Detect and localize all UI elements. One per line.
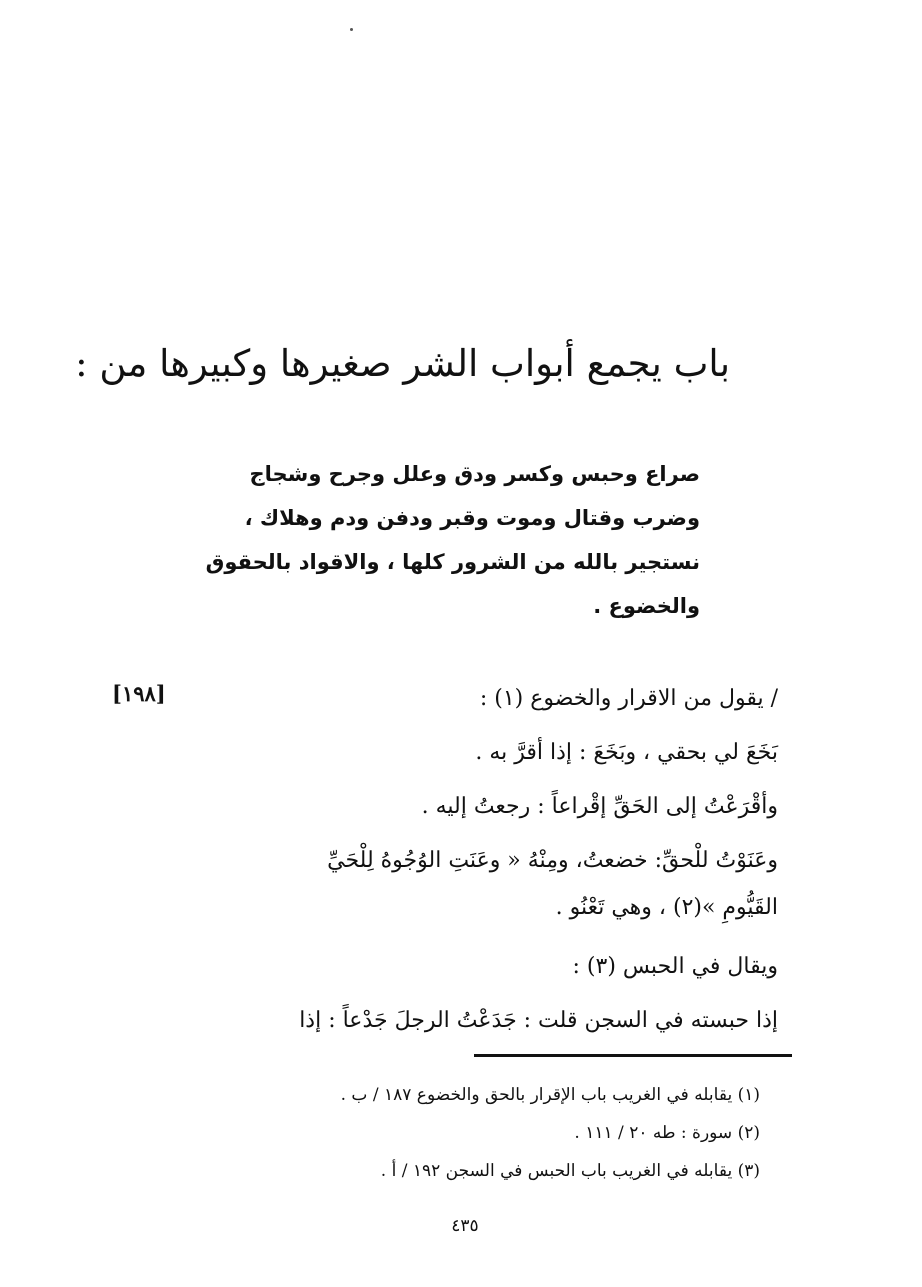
footnote-divider	[474, 1054, 792, 1057]
footnote: (٣) يقابله في الغريب باب الحبس في السجن ١٩٢ / أ .	[380, 1161, 760, 1181]
chapter-summary	[205, 452, 700, 628]
summary-line: وضرب وقتال وموت وقبر ودفن ودم وهلاك ،	[244, 506, 700, 530]
summary-line: صراع وحبس وكسر ودق وعلل وجرح وشجاج	[249, 462, 700, 486]
body-line: القَيُّومِ »(٢) ، وهي تَعْنُو .	[555, 895, 778, 920]
page-number: ٤٣٥	[451, 1216, 479, 1236]
footnotes	[250, 1076, 760, 1190]
body-line: وعَنَوْتُ للْحقِّ: خضعتُ، ومِنْهُ « وعَنَتِ الوُجُوهُ لِلْحَيِّ	[327, 848, 778, 873]
scan-speck	[350, 28, 353, 31]
chapter-title: باب يجمع أبواب الشر صغيرها وكبيرها من :	[75, 342, 730, 385]
footnote: (٢) سورة : طه ٢٠ / ١١١ .	[574, 1123, 760, 1143]
summary-line: والخضوع .	[593, 594, 700, 618]
manuscript-page-marker: [١٩٨]	[112, 681, 166, 706]
body-line: ويقال في الحبس (٣) :	[572, 954, 778, 979]
body-line: وأقْرَعْتُ إلى الحَقِّ إقْراعاً : رجعتُ إليه .	[421, 794, 778, 819]
body-line: إذا حبسته في السجن قلت : جَدَعْتُ الرجلَ جَدْعاً : إذا	[299, 1008, 778, 1033]
summary-line: نستجير بالله من الشرور كلها ، والاقواد بالحقوق	[205, 550, 700, 574]
body-text	[180, 672, 778, 1048]
body-line: بَخَعَ لي بحقي ، وبَخَعَ : إذا أقرَّ به .	[475, 740, 778, 765]
footnote: (١) يقابله في الغريب باب الإقرار بالحق والخضوع ١٨٧ / ب .	[340, 1085, 760, 1105]
body-line: / يقول من الاقرار والخضوع (١) :	[479, 686, 778, 711]
